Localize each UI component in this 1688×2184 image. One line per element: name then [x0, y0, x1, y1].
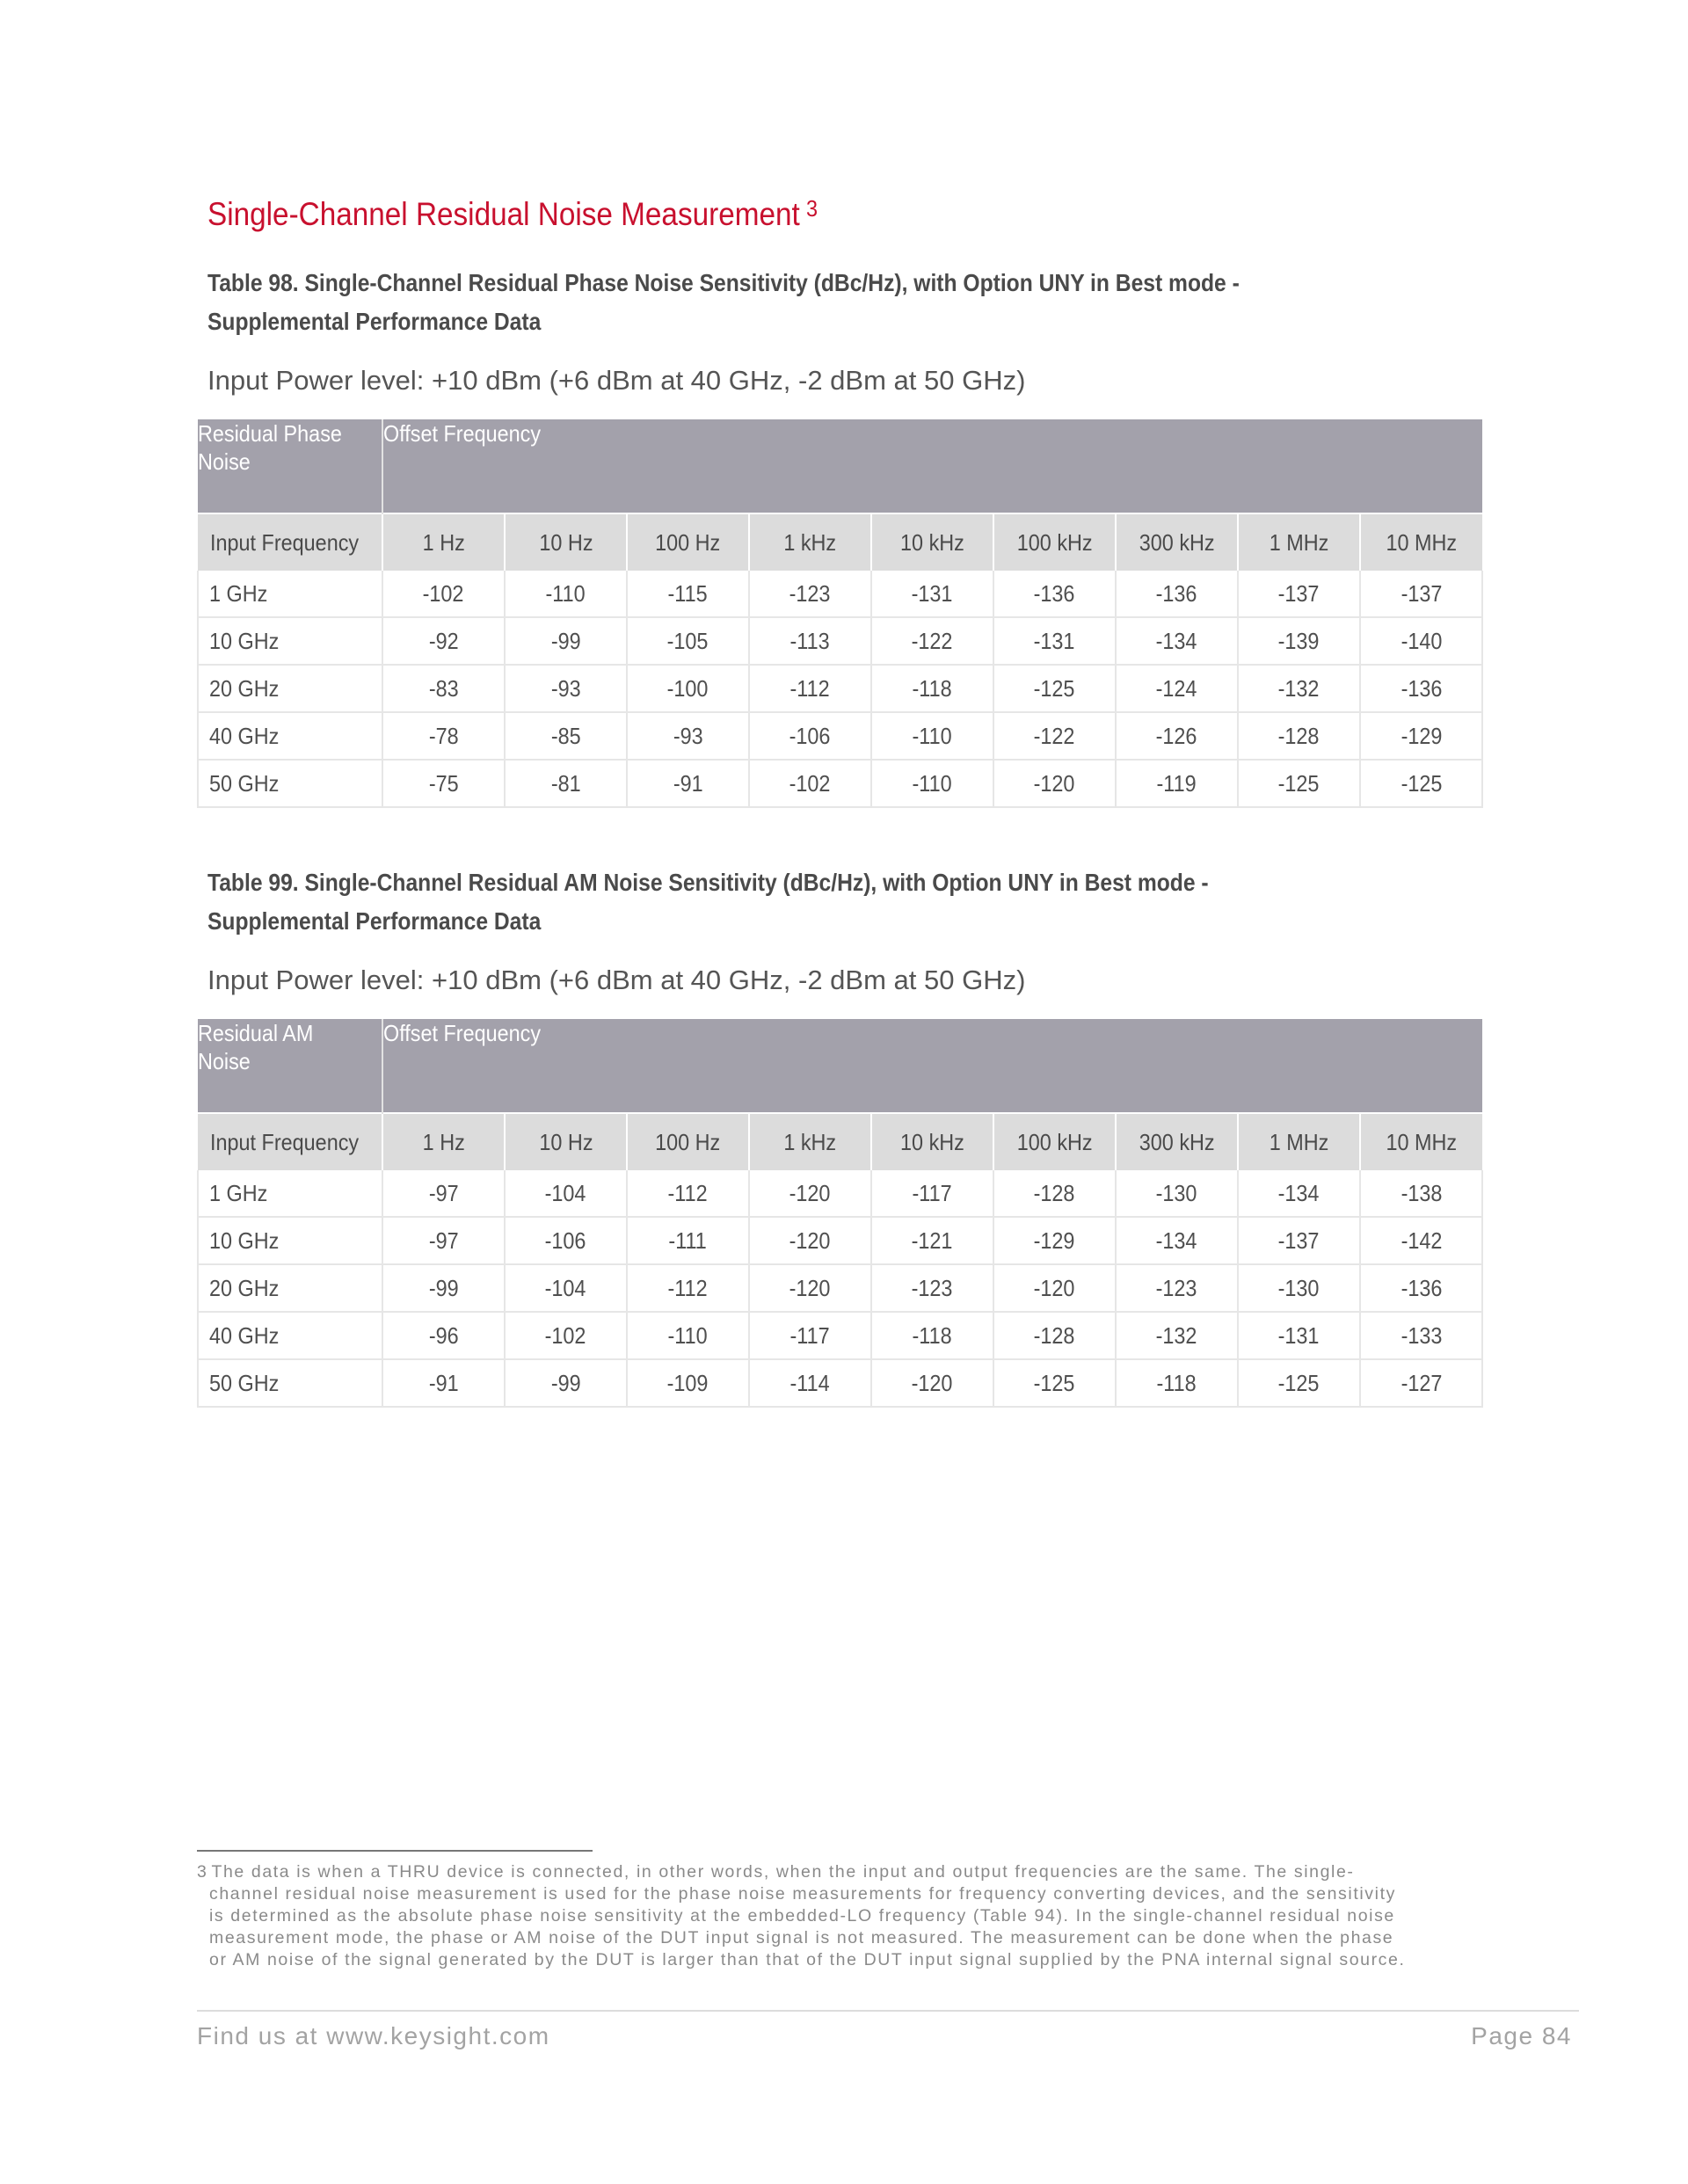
row-label: 50 GHz [198, 1359, 382, 1407]
column-header-row [198, 513, 1482, 571]
footnote [197, 1861, 1410, 1971]
row-label: 10 GHz [198, 1217, 382, 1264]
table-cell: -125 [1238, 760, 1360, 807]
table-cell: -137 [1238, 1217, 1360, 1264]
table-cell: -123 [749, 571, 871, 617]
table-cell: -126 [1116, 712, 1238, 760]
row-label: 50 GHz [198, 760, 382, 807]
table-cell: -120 [993, 1264, 1116, 1312]
table-cell: -99 [505, 1359, 627, 1407]
table-cell: -130 [1238, 1264, 1360, 1312]
column-header: 100 Hz [627, 1113, 749, 1170]
column-header: 100 kHz [993, 513, 1116, 571]
table-cell: -105 [627, 617, 749, 665]
table-cell: -85 [505, 712, 627, 760]
column-header: 1 Hz [382, 513, 505, 571]
column-header: 1 kHz [749, 513, 871, 571]
table-cell: -112 [627, 1264, 749, 1312]
table-cell: -106 [505, 1217, 627, 1264]
table-cell: -132 [1116, 1312, 1238, 1359]
table-cell: -134 [1116, 1217, 1238, 1264]
phase-noise-table-body [198, 419, 1482, 807]
table-cell: -106 [749, 712, 871, 760]
column-header: 1 kHz [749, 1113, 871, 1170]
column-header: 1 MHz [1238, 1113, 1360, 1170]
table-cell: -137 [1360, 571, 1482, 617]
column-header: 300 kHz [1116, 513, 1238, 571]
table-row [198, 1217, 1482, 1264]
table-cell: -140 [1360, 617, 1482, 665]
table-cell: -131 [1238, 1312, 1360, 1359]
footer-divider [197, 2010, 1579, 2012]
table-cell: -99 [505, 617, 627, 665]
table-cell: -125 [993, 665, 1116, 712]
am-noise-table-body [198, 1019, 1482, 1407]
table-cell: -110 [505, 571, 627, 617]
table-cell: -119 [1116, 760, 1238, 807]
table-cell: -102 [505, 1312, 627, 1359]
table-cell: -123 [1116, 1264, 1238, 1312]
table-cell: -137 [1238, 571, 1360, 617]
table-cell: -122 [871, 617, 993, 665]
table-cell: -120 [871, 1359, 993, 1407]
row-label: 40 GHz [198, 712, 382, 760]
table-cell: -130 [1116, 1170, 1238, 1217]
column-header: 100 kHz [993, 1113, 1116, 1170]
page-number: Page 84 [1471, 2022, 1572, 2049]
table-cell: -118 [1116, 1359, 1238, 1407]
table-row [198, 617, 1482, 665]
table-cell: -115 [627, 571, 749, 617]
table-cell: -110 [871, 712, 993, 760]
table-row [198, 1312, 1482, 1359]
phase-noise-table [197, 419, 1483, 808]
table-cell: -129 [1360, 712, 1482, 760]
table-cell: -121 [871, 1217, 993, 1264]
table-cell: -136 [1360, 665, 1482, 712]
row-label: 40 GHz [198, 1312, 382, 1359]
corner-header: Residual AM Noise [198, 1019, 382, 1113]
table-cell: -134 [1238, 1170, 1360, 1217]
footnote-reference[interactable]: 3 [805, 195, 818, 222]
table-cell: -92 [382, 617, 505, 665]
column-header: 10 Hz [505, 513, 627, 571]
table-cell: -136 [1116, 571, 1238, 617]
table-cell: -99 [382, 1264, 505, 1312]
section-title: Single-Channel Residual Noise Measurement [207, 196, 800, 232]
table-cell: -132 [1238, 665, 1360, 712]
row-label: 20 GHz [198, 1264, 382, 1312]
table-cell: -104 [505, 1170, 627, 1217]
table-cell: -83 [382, 665, 505, 712]
table-cell: -127 [1360, 1359, 1482, 1407]
table-cell: -142 [1360, 1217, 1482, 1264]
footer-website[interactable]: Find us at www.keysight.com [197, 2022, 550, 2049]
table-cell: -78 [382, 712, 505, 760]
offset-frequency-header: Offset Frequency [382, 419, 1482, 513]
column-header: 100 Hz [627, 513, 749, 571]
table-cell: -102 [749, 760, 871, 807]
table-99-caption: Table 99. Single-Channel Residual AM Noise Sensitivity (dBc/Hz), with Option UNY in Best mode - Supplemental Performance Data [207, 869, 1209, 935]
table-cell: -136 [1360, 1264, 1482, 1312]
table-cell: -91 [382, 1359, 505, 1407]
row-label: 20 GHz [198, 665, 382, 712]
table-row [198, 571, 1482, 617]
row-header-label: Input Frequency [198, 1113, 382, 1170]
table-cell: -125 [993, 1359, 1116, 1407]
table-cell: -111 [627, 1217, 749, 1264]
table-cell: -113 [749, 617, 871, 665]
table-cell: -125 [1238, 1359, 1360, 1407]
table-cell: -110 [627, 1312, 749, 1359]
table-cell: -120 [749, 1264, 871, 1312]
table-cell: -100 [627, 665, 749, 712]
column-header: 10 MHz [1360, 1113, 1482, 1170]
table-header-row [198, 1019, 1482, 1113]
corner-header: Residual Phase Noise [198, 419, 382, 513]
column-header: 10 MHz [1360, 513, 1482, 571]
table-cell: -117 [749, 1312, 871, 1359]
table-cell: -97 [382, 1217, 505, 1264]
table-cell: -136 [993, 571, 1116, 617]
table-cell: -117 [871, 1170, 993, 1217]
table-cell: -118 [871, 1312, 993, 1359]
table-cell: -118 [871, 665, 993, 712]
column-header-row [198, 1113, 1482, 1170]
table-cell: -114 [749, 1359, 871, 1407]
table-98-power-level: Input Power level: +10 dBm (+6 dBm at 40 GHz, -2 dBm at 50 GHz) [207, 365, 1026, 396]
table-cell: -97 [382, 1170, 505, 1217]
table-cell: -109 [627, 1359, 749, 1407]
table-cell: -75 [382, 760, 505, 807]
table-cell: -138 [1360, 1170, 1482, 1217]
column-header: 300 kHz [1116, 1113, 1238, 1170]
table-cell: -122 [993, 712, 1116, 760]
table-cell: -123 [871, 1264, 993, 1312]
table-cell: -131 [871, 571, 993, 617]
table-row [198, 1359, 1482, 1407]
footnote-text: The data is when a THRU device is connected, in other words, when the input and output frequencies are the same. The single-channel residual noise measurement is used for the phase noise measurements for frequency converting devices, and the sensitivity is determined as the absolute phase noise sensitivity at the embedded-LO frequency (Table 94). In the single-channel residual noise measurement mode, the phase or AM noise of the DUT input signal is not measured. The measurement can be done when the phase or AM noise of the signal generated by the DUT is larger than that of the DUT input signal supplied by the PNA internal signal source. [209, 1862, 1406, 1969]
table-cell: -91 [627, 760, 749, 807]
row-label: 10 GHz [198, 617, 382, 665]
table-cell: -128 [1238, 712, 1360, 760]
table-cell: -134 [1116, 617, 1238, 665]
table-cell: -131 [993, 617, 1116, 665]
table-cell: -120 [993, 760, 1116, 807]
table-cell: -110 [871, 760, 993, 807]
table-header-row [198, 419, 1482, 513]
table-cell: -133 [1360, 1312, 1482, 1359]
offset-frequency-header: Offset Frequency [382, 1019, 1482, 1113]
table-98-caption: Table 98. Single-Channel Residual Phase Noise Sensitivity (dBc/Hz), with Option UNY in Best mode - Supplemental Performance Data [207, 269, 1240, 335]
table-cell: -129 [993, 1217, 1116, 1264]
table-cell: -93 [505, 665, 627, 712]
table-cell: -128 [993, 1170, 1116, 1217]
section-heading [207, 195, 818, 233]
row-header-label: Input Frequency [198, 513, 382, 571]
table-cell: -104 [505, 1264, 627, 1312]
table-row [198, 1170, 1482, 1217]
table-row [198, 760, 1482, 807]
column-header: 10 kHz [871, 1113, 993, 1170]
table-cell: -81 [505, 760, 627, 807]
table-99-power-level: Input Power level: +10 dBm (+6 dBm at 40 GHz, -2 dBm at 50 GHz) [207, 965, 1026, 995]
am-noise-table [197, 1019, 1483, 1408]
table-cell: -120 [749, 1170, 871, 1217]
column-header: 1 MHz [1238, 513, 1360, 571]
footnote-number: 3 [197, 1862, 208, 1882]
table-cell: -96 [382, 1312, 505, 1359]
table-cell: -125 [1360, 760, 1482, 807]
column-header: 10 kHz [871, 513, 993, 571]
table-cell: -102 [382, 571, 505, 617]
table-cell: -128 [993, 1312, 1116, 1359]
table-cell: -120 [749, 1217, 871, 1264]
column-header: 10 Hz [505, 1113, 627, 1170]
table-cell: -124 [1116, 665, 1238, 712]
table-row [198, 712, 1482, 760]
table-cell: -112 [749, 665, 871, 712]
table-cell: -112 [627, 1170, 749, 1217]
row-label: 1 GHz [198, 1170, 382, 1217]
table-row [198, 1264, 1482, 1312]
table-cell: -139 [1238, 617, 1360, 665]
column-header: 1 Hz [382, 1113, 505, 1170]
table-row [198, 665, 1482, 712]
table-cell: -93 [627, 712, 749, 760]
footnote-divider [197, 1850, 593, 1852]
row-label: 1 GHz [198, 571, 382, 617]
